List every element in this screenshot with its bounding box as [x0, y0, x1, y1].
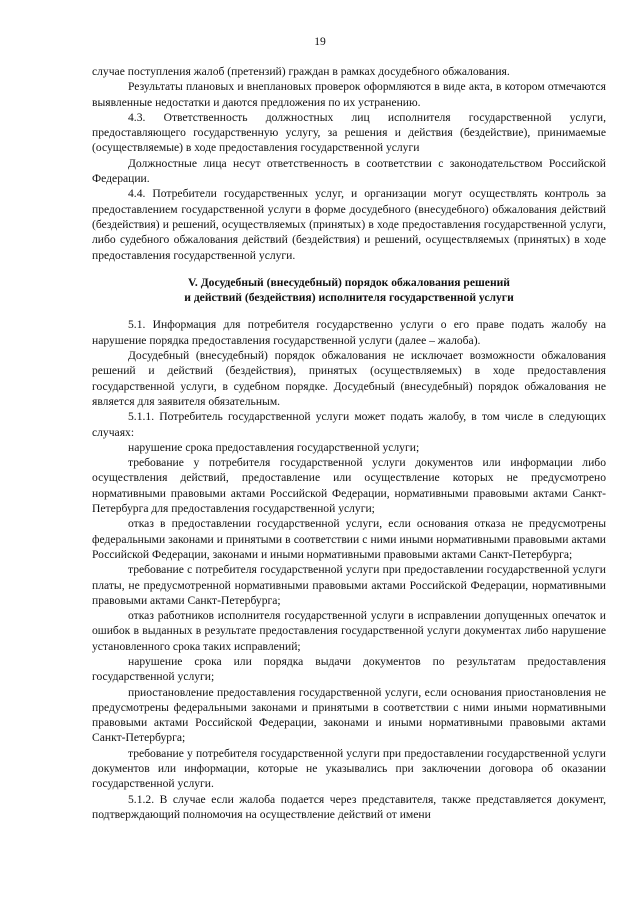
paragraph: 5.1. Информация для потребителя государственно услуги о его праве подать жалобу на нарушение порядка предоставления государственной услуги (далее – жалоба). [92, 318, 606, 347]
section-heading-line: и действий (бездействия) исполнителя государственной услуги [184, 291, 514, 305]
paragraph: 5.1.2. В случае если жалоба подается через представителя, также представляется документ, подтверждающий полномочия на осуществление действий от имени [92, 792, 606, 821]
paragraph: 4.4. Потребители государственных услуг, и организации могут осуществлять контроль за предоставлением государственной услуги в форме досудебного (внесудебного) обжалования действий (бездействия) и решений, осуществляемых (принятых) в ходе предоставления государственной услуги, либо судебного обжалования действий (бездействия) и решений, осуществляемых (принятых) в ходе предоставления государственной услуги. [92, 187, 606, 262]
list-item: требование у потребителя государственной услуги при предоставлении государственной услуги документов или информации, которые не указывались при заключении договора об оказании государственной услуги. [92, 746, 606, 791]
page-number: 19 [314, 35, 326, 48]
document-body [92, 64, 606, 822]
section-gap [92, 305, 606, 317]
list-item: требование с потребителя государственной услуги при предоставлении государственной услуги платы, не предусмотренной нормативными правовыми актами Российской Федерации, нормативными правовыми актами Санкт-Петербурга; [92, 563, 606, 607]
paragraph: Досудебный (внесудебный) порядок обжалования не исключает возможности обжалования решений и действий (бездействия), принятых (осуществляемых) в ходе предоставления государственной услуги, в судебном порядке. Досудебный (внесудебный) порядок обжалования не является для заявителя обязательным. [92, 349, 606, 408]
list-item: нарушение срока предоставления государственной услуги; [128, 440, 420, 454]
paragraph: Должностные лица несут ответственность в соответствии с законодательством Российской Федерации. [92, 156, 606, 186]
list-item: отказ в предоставлении государственной услуги, если основания отказа не предусмотрены федеральными законами и принятыми в соответствии с ними иными нормативными правовыми актами Российской Федерации, законами и иными нормативными правовыми актами Санкт-Петербурга; [92, 517, 606, 561]
section-gap [92, 263, 606, 275]
section-heading-line: V. Досудебный (внесудебный) порядок обжалования решений [188, 275, 510, 289]
list-item: нарушение срока или порядка выдачи документов по результатам предоставления государственной услуги; [92, 654, 606, 684]
paragraph: 4.3. Ответственность должностных лиц исполнителя государственной услуги, предоставляющего государственную услугу, за решения и действия (бездействие), принимаемые (осуществляемые) в ходе предоставления государственной услуги [92, 110, 606, 155]
list-item: приостановление предоставления государственной услуги, если основания приостановления не предусмотрены федеральными законами и принятыми в соответствии с ними иными нормативными правовыми актами Российской Федерации, законами и иными нормативными правовыми актами Санкт-Петербурга; [92, 685, 606, 745]
list-item: требование у потребителя государственной услуги документов или информации либо осуществления действий, предоставление или осуществление которых не предусмотрено нормативными правовыми актами Российской Федерации, нормативными правовыми актами Санкт-Петербурга для предоставления государственной услуги; [92, 456, 606, 516]
paragraph: Результаты плановых и внеплановых проверок оформляются в виде акта, в котором отмечаются выявленные недостатки и даются предложения по их устранению. [92, 80, 606, 109]
paragraph: случае поступления жалоб (претензий) граждан в рамках досудебного обжалования. [92, 65, 510, 78]
list-item: отказ работников исполнителя государственной услуги в исправлении допущенных опечаток и ошибок в выданных в результате предоставления государственной услуги документах либо нарушение установленного срока таких исправлений; [92, 609, 606, 653]
paragraph: 5.1.1. Потребитель государственной услуги может подать жалобу, в том числе в следующих случаях: [92, 410, 606, 439]
section-heading [92, 275, 606, 306]
